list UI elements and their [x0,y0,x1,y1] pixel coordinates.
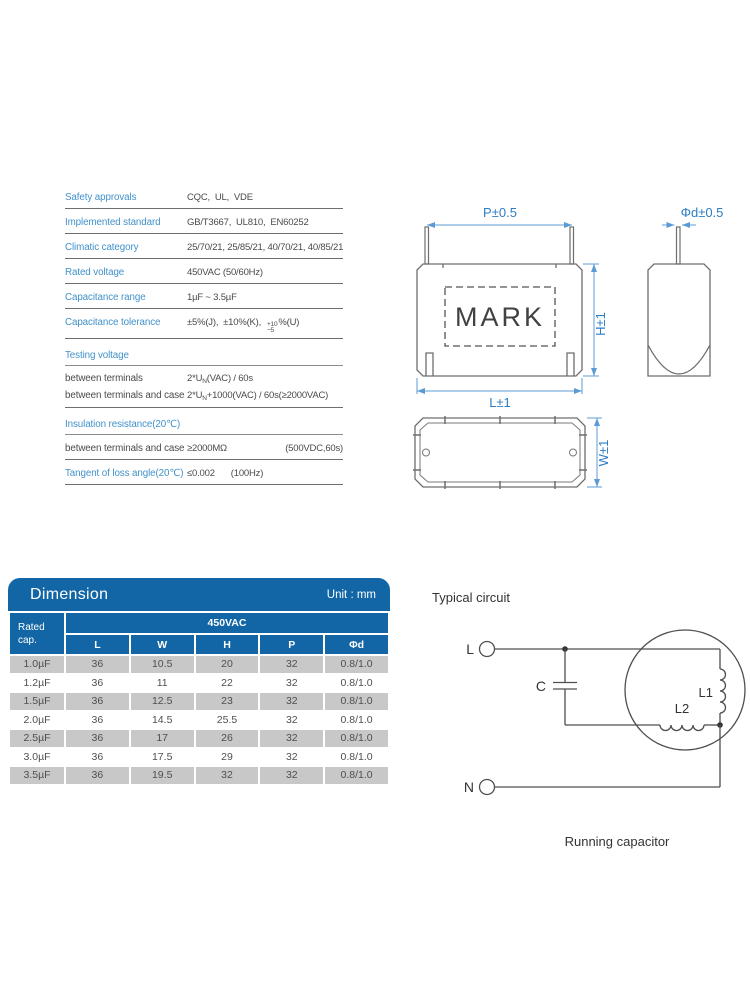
lead-hole-left [423,449,430,456]
table-row [10,749,388,766]
capacitor-symbol [553,649,577,725]
dim-value-cell: 32 [260,749,323,766]
spec-row-label: Insulation resistance(20℃) [65,419,181,430]
aux-winding-coil [660,725,704,731]
spec-value-part: 25/70/21, 25/85/21, 40/70/21, 40/85/21 [187,242,344,253]
spec-value-part: +10 −5 [266,321,278,334]
column-header: P [260,635,323,654]
spec-row-label: Testing voltage [65,350,129,361]
column-header: W [131,635,194,654]
dim-value-cell: 0.8/1.0 [325,656,388,673]
dimension-section [8,578,390,786]
spec-row [65,385,343,408]
dim-value-cell: 32 [260,767,323,784]
spec-value-part: 2*U [187,390,203,401]
dim-p-label: P±0.5 [483,205,517,220]
dim-value-cell: 36 [66,656,129,673]
right-lead [570,227,574,264]
left-foot [426,353,433,376]
spec-row [65,284,343,309]
spec-value-part: ≥2000MΩ [187,443,227,454]
spec-row-label: Tangent of loss angle(20℃) [65,468,184,479]
dim-value-cell: 23 [196,693,259,710]
table-row [10,693,388,710]
dim-value-cell: 32 [260,656,323,673]
spec-value-part: N [202,378,207,385]
outline-drawing-svg [400,195,745,510]
spec-row-value [187,443,343,454]
bottom-inner [420,423,580,482]
dim-phid-label: Φd±0.5 [680,205,724,220]
dimension-table [8,611,390,786]
voltage-group-header: 450VAC [66,613,388,633]
spec-row [65,408,343,435]
spec-value-part: 450VAC (50/60Hz) [187,267,263,278]
dim-value-cell: 36 [66,767,129,784]
spec-table [65,190,343,485]
spec-row-label: Rated voltage [65,267,125,278]
spec-row-value [187,192,343,203]
spec-row [65,209,343,234]
column-header: H [196,635,259,654]
dim-value-cell: 26 [196,730,259,747]
spec-value-part: ≤0.002 [187,468,215,479]
dim-value-cell: 29 [196,749,259,766]
rated-cap-cell: 3.0µF [10,749,64,766]
l-terminal-label: L [466,641,474,657]
dim-w-label: W±1 [596,439,611,467]
dim-value-cell: 11 [131,675,194,692]
circuit-title: Typical circuit [432,590,511,605]
rated-cap-cell: 1.5µF [10,693,64,710]
rated-cap-cell: 3.5µF [10,767,64,784]
dim-value-cell: 36 [66,675,129,692]
dim-value-cell: 17.5 [131,749,194,766]
n-terminal [480,780,495,795]
dim-value-cell: 36 [66,693,129,710]
spec-value-part: (VAC) / 60s [206,373,253,384]
dim-value-cell: 19.5 [131,767,194,784]
dim-value-cell: 10.5 [131,656,194,673]
spec-row [65,309,343,339]
table-row [10,767,388,784]
spec-value-part: +1000(VAC) / 60s(≥2000VAC) [206,390,329,401]
rated-cap-cell: 2.0µF [10,712,64,729]
circuit-svg [420,585,750,875]
dim-h-label: H±1 [593,312,608,336]
dim-value-cell: 0.8/1.0 [325,693,388,710]
dim-value-cell: 36 [66,730,129,747]
dimension-unit: Unit : mm [326,588,376,601]
spec-value-part: 1µF ~ 3.5µF [187,292,237,303]
main-winding-label: L1 [698,685,713,700]
spec-row [65,339,343,366]
spec-value-part: (500VDC,60s) [285,443,343,454]
dim-l-label: L±1 [489,395,511,410]
spec-row [65,190,343,209]
dim-value-cell: 12.5 [131,693,194,710]
dim-value-cell: 25.5 [196,712,259,729]
spec-row-label: Climatic category [65,242,139,253]
spec-value-part: (100Hz) [230,468,264,479]
table-row [10,712,388,729]
dim-value-cell: 14.5 [131,712,194,729]
bottom-view [413,416,587,489]
spec-row-label: between terminals and case [65,390,185,401]
dimension-title: Dimension [30,585,109,603]
dim-value-cell: 22 [196,675,259,692]
dim-value-cell: 0.8/1.0 [325,675,388,692]
right-foot [567,353,574,376]
n-terminal-label: N [463,779,474,795]
spec-row-label: Implemented standard [65,217,161,228]
spec-row-value [187,242,343,253]
rated-cap-cell: 2.5µF [10,730,64,747]
spec-row [65,460,343,485]
dim-value-cell: 0.8/1.0 [325,767,388,784]
spec-value-part: GB/T3667, UL810, EN60252 [187,217,309,228]
spec-row-label: between terminals [65,373,143,384]
bottom-outer [415,418,585,487]
mark-text: MARK [454,302,546,332]
spec-row-label: Capacitance range [65,292,146,303]
spec-row-value [187,373,343,384]
aux-winding-label: L2 [674,701,690,716]
dim-value-cell: 0.8/1.0 [325,730,388,747]
dim-value-cell: 32 [260,675,323,692]
spec-row [65,366,343,385]
capacitor-label: C [535,678,546,694]
spec-row-value [187,390,343,401]
spec-row [65,435,343,460]
spec-value-part: %(U) [278,317,300,328]
spec-value-part: N [202,395,207,402]
spec-row-label: Safety approvals [65,192,137,203]
spec-row-value [187,317,343,333]
dim-value-cell: 20 [196,656,259,673]
side-curve [648,345,710,374]
dim-value-cell: 32 [260,693,323,710]
spec-value-part: CQC, UL, VDE [187,192,253,203]
table-row [10,675,388,692]
dim-value-cell: 36 [66,712,129,729]
dim-value-cell: 32 [260,712,323,729]
table-row [10,656,388,673]
dim-value-cell: 0.8/1.0 [325,749,388,766]
dimension-table-banner [8,578,390,611]
spec-row [65,234,343,259]
dim-value-cell: 32 [260,730,323,747]
column-header: L [66,635,129,654]
spec-row-label: Capacitance tolerance [65,317,161,328]
dim-value-cell: 36 [66,749,129,766]
outline-drawings [400,195,745,510]
lead-hole-right [570,449,577,456]
spec-row [65,259,343,284]
main-winding-coil [720,669,726,713]
rated-cap-cell: 1.2µF [10,675,64,692]
left-lead [425,227,429,264]
rated-cap-cell: 1.0µF [10,656,64,673]
side-lead [677,227,681,264]
l-terminal [480,642,495,657]
typical-circuit [420,585,750,875]
spec-row-value [187,217,343,228]
spec-value-part: ±5%(J), ±10%(K), [187,317,266,328]
spec-row-value [187,468,343,479]
spec-row-label: between terminals and case [65,443,185,454]
circuit-caption: Running capacitor [564,834,670,849]
table-row [10,730,388,747]
dim-value-cell: 32 [196,767,259,784]
spec-value-part: 2*U [187,373,203,384]
dimension-table-body [10,613,388,784]
front-view [417,227,582,376]
dim-value-cell: 0.8/1.0 [325,712,388,729]
motor-circle [625,630,745,750]
column-header: Φd [325,635,388,654]
spec-row-value [187,292,343,303]
spec-row-value [187,267,343,278]
side-view [648,227,710,376]
rated-cap-header: Rated cap. [10,613,64,654]
dim-value-cell: 17 [131,730,194,747]
